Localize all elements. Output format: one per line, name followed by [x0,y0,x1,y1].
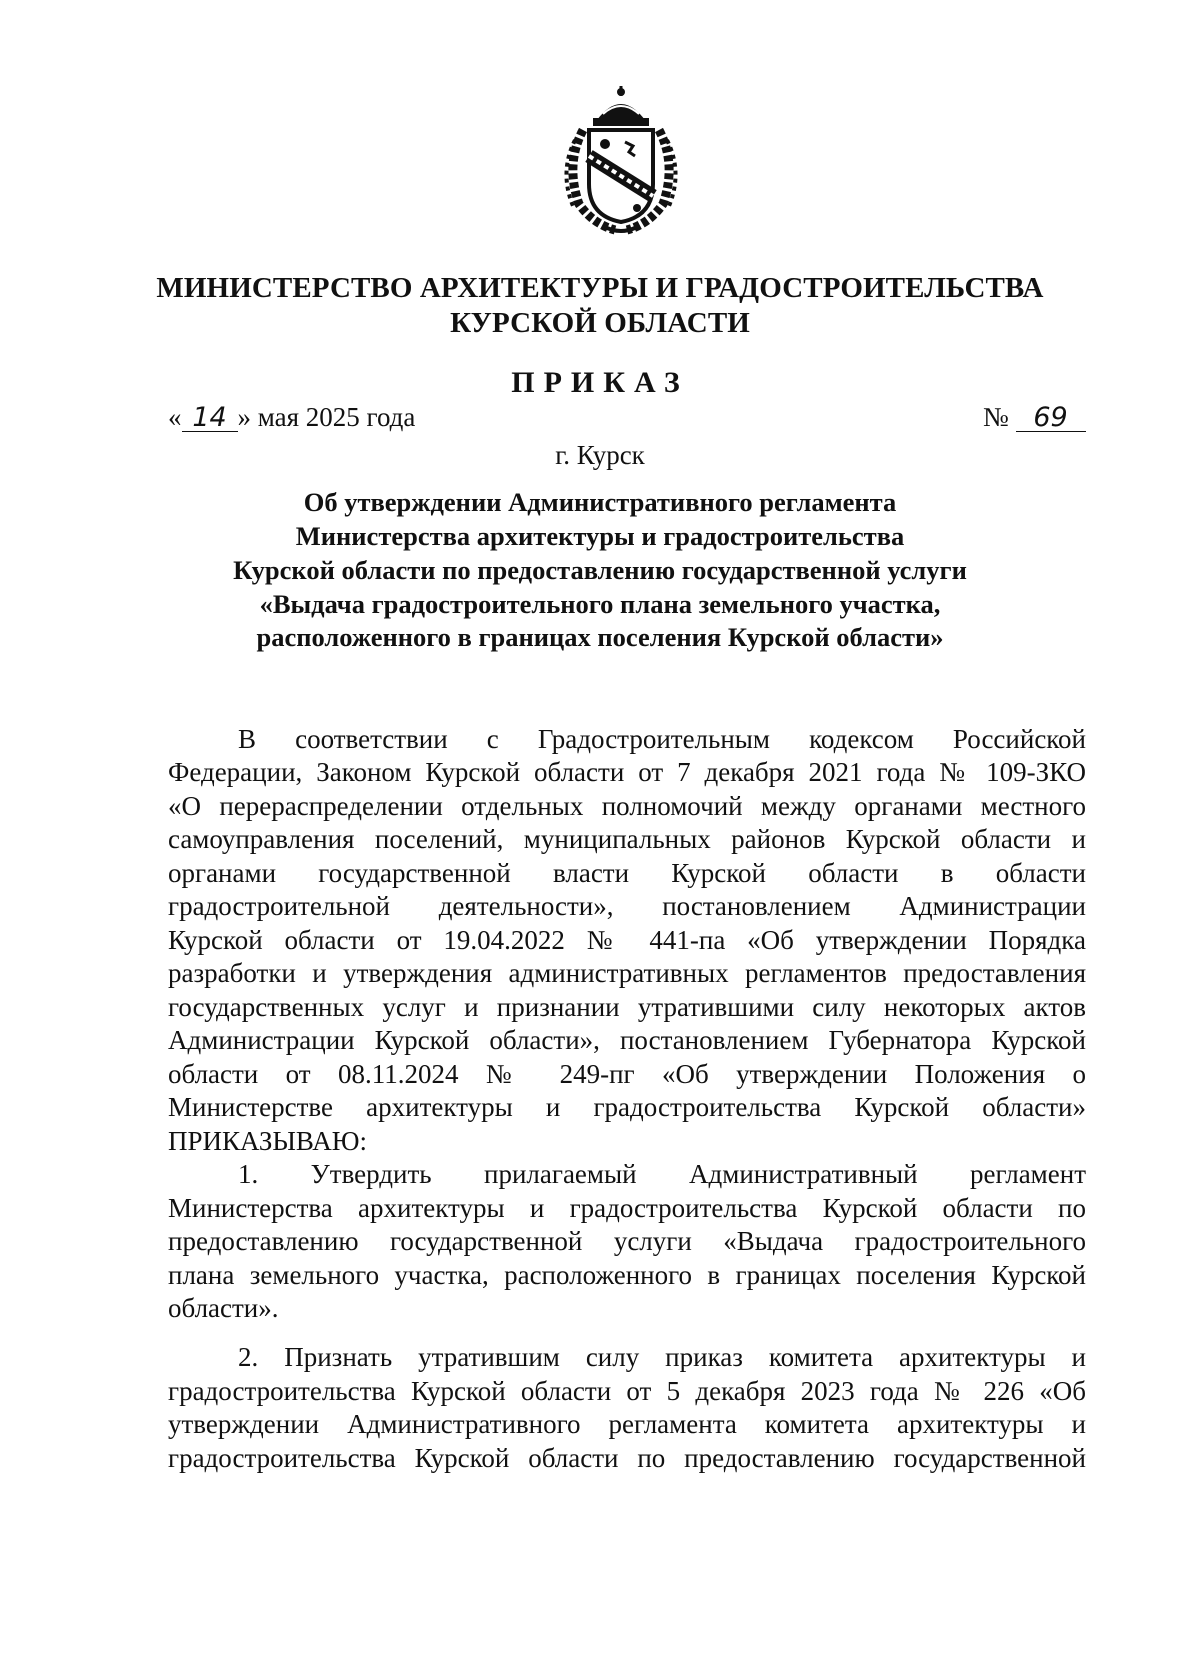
order-title: ПРИКАЗ [511,366,689,399]
body-line: органами государственной власти Курской области в области [168,858,1086,888]
date-month-year: » мая 2025 года [237,402,416,432]
subject-line: расположенного в границах поселения Курской области» [256,622,944,652]
body-line: 2. Признать утратившим силу приказ комитета архитектуры и [238,1342,1086,1372]
body-line: предоставлению государственной услуги «Выдача градостроительного [168,1226,1086,1256]
subject-line: Министерства архитектуры и градостроительства [295,521,905,551]
body-line: В соответствии с Градостроительным кодексом Российской [238,724,1086,754]
body-line: градостроительной деятельности», постановлением Администрации [168,891,1086,921]
body-line: 1. Утвердить прилагаемый Административный регламент [238,1159,1086,1189]
body-line: Федерации, Законом Курской области от 7 декабря 2021 года № 109-ЗКО [168,757,1086,787]
subject-line: «Выдача градостроительного плана земельного участка, [259,589,941,619]
body-line: Администрации Курской области», постановлением Губернатора Курской [168,1025,1086,1055]
body-line: Курской области от 19.04.2022 № 441-па «Об утверждении Порядка [168,925,1086,955]
body-line: градостроительства Курской области от 5 декабря 2023 года № 226 «Об [168,1376,1086,1406]
date-day-handwritten: 14 [182,405,238,432]
number-value-handwritten: 69 [1016,405,1086,432]
number-label: № [983,402,1009,432]
body-line: области от 08.11.2024 № 249-пг «Об утверждении Положения о [168,1059,1086,1089]
body-line: Министерстве архитектуры и градостроительства Курской области» [168,1092,1086,1122]
ministry-name-line-1: МИНИСТЕРСТВО АРХИТЕКТУРЫ И ГРАДОСТРОИТЕЛЬСТВА [156,272,1044,304]
body-line: плана земельного участка, расположенного в границах поселения Курской [168,1260,1086,1290]
order-number [983,400,1086,434]
body-line: Министерства архитектуры и градостроительства Курской области по [168,1193,1086,1223]
body-line: самоуправления поселений, муниципальных районов Курской области и [168,824,1086,854]
ministry-name-line-2: КУРСКОЙ ОБЛАСТИ [450,307,750,339]
body-line: «О перераспределении отдельных полномочий между органами местного [168,791,1086,821]
date-open-quote: « [168,402,182,432]
body-line: области». [168,1293,279,1323]
body-line: государственных услуг и признании утратившими силу некоторых актов [168,992,1086,1022]
order-date [168,400,415,434]
coat-of-arms-icon [553,84,689,236]
body-line: ПРИКАЗЫВАЮ: [168,1126,367,1156]
subject-line: Курской области по предоставлению государственной услуги [233,555,967,585]
city: г. Курск [555,440,645,470]
body-line: градостроительства Курской области по предоставлению государственной [168,1443,1086,1473]
body-line: утверждении Административного регламента комитета архитектуры и [168,1409,1086,1439]
subject-line: Об утверждении Административного регламента [303,487,897,517]
body-line: разработки и утверждения административных регламентов предоставления [168,958,1086,988]
